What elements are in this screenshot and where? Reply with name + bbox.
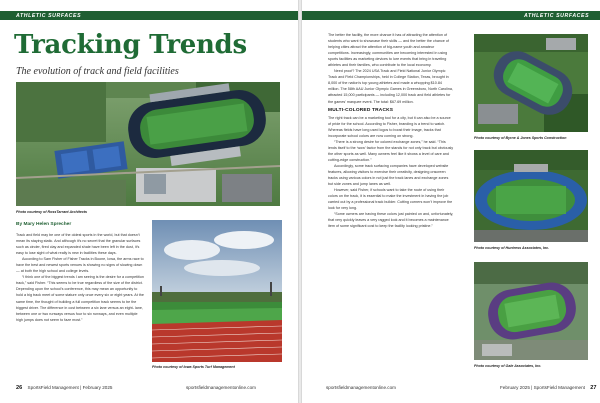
- right-publication: February 2025 | SportsField Management: [500, 385, 585, 390]
- right-paragraph: However, said Fisher, if schools want to take the route of using their colors on the track, it is essential to make the investment in having the job carried out by a professional track builder. Cutting corners won’t improve the look for very long.: [328, 188, 453, 211]
- bottom-photo-caption: Photo courtesy of Gale Associates, Inc.: [474, 364, 542, 368]
- left-site: sportsfieldmanagementonline.com: [186, 385, 256, 390]
- article-title: Tracking Trends: [14, 30, 247, 60]
- section-bar-right: [302, 11, 600, 20]
- blue-track-photo: [474, 150, 588, 242]
- right-paragraph: Need proof? The 2024 USA Track and Field National Junior Olympic Track and Field Championships, held in College Station, Texas, brought in 8,000 of the nation’s top young athletes and made a whopping $10.84 million. The 58th AAU Junior Olympic Games in Greensboro, North Carolina, attracted 15,000 participants — including 12,000 track and field athletes for the games’ marquee event. The total: $67.69 million.: [328, 69, 453, 104]
- aerial-stadium-photo: [16, 82, 280, 206]
- left-page-number: 26: [16, 385, 23, 391]
- left-paragraph: Track and field may be one of the oldest sports in the world, but that doesn’t mean its staying static. And although it’s no secret that the granular surfaces such as cinder, fired clay and expanded shale have been left in the dust, it’s easy to lose sight of what really is new in facilities these days.: [16, 233, 141, 256]
- right-paragraph: Accordingly, some track surfacing companies have developed website features, allowing visitors to exercise their creativity, designing onscreen tracks using various colors in not just the track lanes and exchange zones but side zones and jump lanes as well.: [328, 163, 449, 187]
- left-paragraph: According to Sam Fisher of Fisher Tracks in Boone, Iowa, the arms race to have the best and newest sports venues is showing no signs of slowing down — at both the high school and college levels.: [16, 257, 144, 274]
- top-photo-caption: Photo courtesy of Byrne & Jones Sports Construction: [474, 136, 567, 140]
- left-footer: [16, 385, 112, 391]
- right-column-text: [328, 32, 454, 230]
- left-page: [0, 0, 298, 403]
- left-publication: SportsField Management | February 2025: [27, 385, 113, 390]
- left-column-text: [16, 232, 144, 323]
- left-paragraph: “I think one of the biggest trends I am seeing is the desire for a competition track,” said Fisher. “This seems to be true regardless of the size of the district. Depending upon the school’s conference, this may mean an opportunity to hold a big track meet of some stature only once every six or eight years. At the same time, the thought of building a full competition track seems to be the biggest driver. The difference in cost between a six lane versus an eight- lane, between one or two runways versus four to six runways, and even multiple high jumps does not seem to faze most.”: [16, 275, 144, 322]
- track-field-photo: [152, 220, 282, 362]
- section-bar-left: [0, 11, 298, 20]
- right-paragraph: “Some owners are having these colors just painted on and, unfortunately, that very quickly leaves a very ragged look and it becomes a maintenance item of some significant cost to keep the facility looking pristine.”: [328, 212, 454, 229]
- right-paragraph: “There is a strong desire for colored exchange zones,” he said. “This lends itself to the ‘wow’ factor from the stands for not only track but obviously the other sports as well. Many owners feel like it shows a level of care and cutting-edge construction.”: [328, 139, 454, 162]
- aerial-track-photo-top: [474, 34, 588, 132]
- middle-photo-caption: Photo courtesy of Huntress Associates, Inc.: [474, 246, 550, 250]
- byline: By Mary Helen Sprecher: [16, 222, 72, 227]
- right-footer: [500, 385, 596, 391]
- main-photo-caption: Photo courtesy of RossTarrant Architects: [16, 210, 88, 214]
- section-label-right: ATHLETIC SURFACES: [524, 12, 590, 19]
- section-label-left: ATHLETIC SURFACES: [16, 12, 82, 19]
- section-heading: MULTI-COLORED TRACKS: [328, 107, 394, 113]
- right-site: sportsfieldmanagementonline.com: [326, 385, 396, 390]
- right-page: [302, 0, 600, 403]
- right-page-number: 27: [590, 385, 597, 391]
- right-paragraph: The right track can be a marketing tool for a city, but it can also be a source of pride for the school. According to Fisher, branding is a trend to watch. Whereas fields have long used logos to boost their image, tracks that incorporate school colors are now coming on strong.: [328, 115, 451, 138]
- purple-track-photo: [474, 262, 588, 360]
- article-subtitle: The evolution of track and field facilities: [16, 66, 179, 77]
- field-photo-caption: Photo courtesy of Iowa Sports Turf Management: [152, 365, 235, 369]
- right-paragraph: The better the facility, the more chance it has of attracting the attention of students who want to showcase their skills — and the better the chance of helping cities attract the attention of big-name youth and amateur competitions. Increasingly, communities are becoming interested in using sports facilities as marketing devices to lure events that bring in traveling athletes and their families, who contribute to the local economy.: [328, 33, 449, 68]
